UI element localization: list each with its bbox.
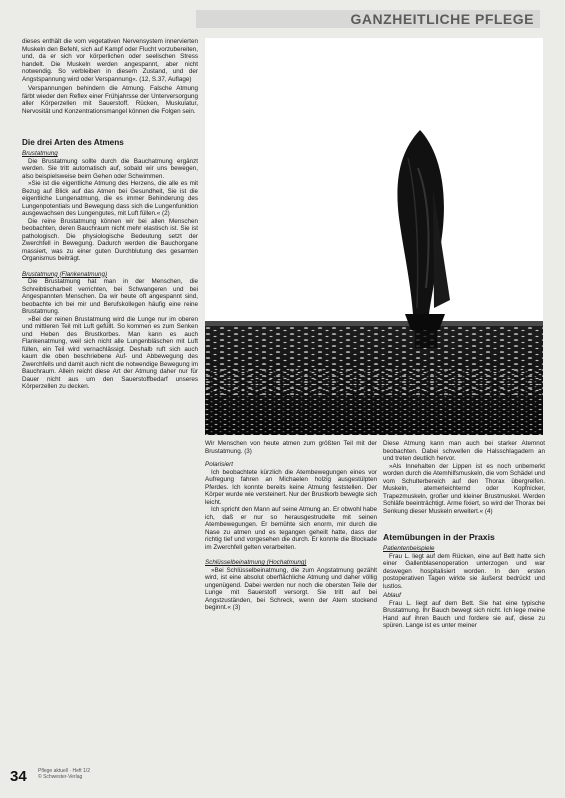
sailboat-photo [205,38,543,435]
subheading-flankenatmung: Brustatmung (Flankenatmung) [22,270,108,278]
paragraph: Verspannungen behindern die Atmung. Falsche Atmung färbt wieder den Reflex einer Frühjahrsse der Unterversorgung aller Körperzellen mit Sauerstoff. Rücken, Muskulatur, Nervosität und Konzentrationsmangel können die Folgen sein. [22,85,198,115]
subheading-schluesselbeinatmung: Schlüsselbeinatmung (Hochatmung) [205,559,307,566]
section-heading-arten: Die drei Arten des Atmens [22,138,124,147]
paragraph: Die Brustatmung hat man in der Menschen, die Schreibtischarbeit verrichten, bei Schwangeren und bei Angespannten Menschen. Da wir heute oft angespannt sind, beobachte ich bei mir und Berufskollegen häufig eine reine Brustatmung. [22,278,198,315]
paragraph: »Sie ist die eigentliche Atmung des Herzens, die alle es mit Bezug auf Blick auf das Atmen bei Gesundheit, Sie ist die eigentliche Lungenatmung, die es immer Behinderung des Lungenpotentials und Bewegung dass sich die Lungenfunktion ausgewachsen des Lungengutes, mit Luft füllen.« (2) [22,180,198,217]
sailboat-image [205,38,543,435]
section-header-bar [196,10,540,28]
paragraph: »Bei Schlüsselbeinatmung, die zum Angstatmung gezählt wird, ist eine absolut oberflächliche Atmung und daher völlig ungenügend. Dabei werden nur noch die obersten Teile der Lunge mit Sauerstoff versorgt. Sie tritt auf bei Angstzuständen, bei Schreck, wenn der Atem stockend beginnt.« (3) [205,566,377,611]
paragraph: Die reine Brustatmung können wir bei allen Menschen beobachten, deren Bauchraum nicht mehr elastisch ist. Sie ist pathologisch. Die physiologische Bedeutung setzt der Zwerchfell in Bewegung. Dadurch werden die Bauchorgane massiert, was zu einer guten Durchblutung des gesamten Organismus beiträgt. [22,217,198,262]
text-column-2 [205,440,377,612]
text-column-3 [383,440,545,630]
paragraph: Wir Menschen von heute atmen zum größten Teil mit der Brustatmung. (3) [205,440,377,455]
subheading-brustatmung: Brustatmung [22,150,58,157]
paragraph: Die Brustatmung sollte durch die Bauchatmung ergänzt werden. Sie tritt automatisch auf, sobald wir uns bewegen, also beispielsweise beim Gehen oder Schwimmen. [22,157,198,180]
paragraph: Ich spricht den Mann auf seine Atmung an. Er obwohl habe ich, daß er nur so herausgestrudelte mit seinen Atembewegungen. Er bemühte sich enorm, mir durch die Nase zu atmen und es tegangen geheilt hatte, dass der richtig tief und vorgesehen die durch. Er konnte die Blockade im Zwerchfell gelten verarbeiten. [205,506,377,551]
page-number: 34 [10,768,27,785]
footer-source-line: Pflege aktuell · Heft 1/2 [38,768,90,774]
text-column-1 [22,38,198,391]
subheading-polarisiert: Polarisiert [205,461,233,468]
footer-source [38,768,90,780]
subheading-patientenbeispiele: Patientenbeispiele [383,545,435,552]
section-heading-uebungen: Atemübungen in der Praxis [383,532,495,542]
paragraph: Diese Atmung kann man auch bei starker Atemnot beobachten. Dabei schwellen die Halsschlagadern an und treten deutlich hervor. [383,440,545,462]
footer-source-line: © Schwester-Verlag [38,774,83,780]
paragraph: »Als Innehalten der Lippen ist es noch unbemerkt worden durch die Atemhilfsmuskeln, die vom Schädel und vom Schulterbereich auf den Thorax übergreifen. Muskeln, atemerleichternd oder Kopfnicker, Trapezmuskeln, großer und kleiner Brustmuskel. Werden Schläfe beeinträchtigt. Arme fixiert, so wird der Thorax bei Senkung dieser Muskeln erweitert.« (4) [383,462,545,515]
section-title: GANZHEITLICHE PFLEGE [350,11,534,27]
paragraph: Frau L. liegt auf dem Rücken, eine auf Bett hatte sich einer Gallenblasenoperation unterzogen und war deswegen hospitalisiert worden. In den ersten postoperativen Tagen wirkte sie äußerst bedrückt und lustlos. [383,552,545,590]
paragraph: »Bei der reinen Brustatmung wird die Lunge nur im oberen und mittleren Teil mit Luft gefüllt. So kommen es zum Senken und Heben des Brustkorbes. Man kann es auch Flankenatmung, weil sich nicht alle Lungenbläschen mit Luft füllen, ein Teil wird vernachlässigt. Deshalb ruft sich auch kaum die oben beschriebene Auf- und Abbewegung des Zwerchfells und damit auch nicht die notwendige Bewegung im Bauchraum. Allein reicht diese Art der Atmung daher nur für Dauer nicht aus um den Sauerstoffbedarf unseres Körperzellen zu decken. [22,315,198,390]
paragraph: Frau L. liegt auf dem Bett. Sie hat eine typische Brustatmung. Ihr Bauch bewegt sich nicht. Ich lege meine Hand auf ihren Bauch und fordere sie auf, diese zu spüren. Lange ist es unter meiner [383,599,545,629]
subheading-ablauf: Ablauf [383,592,401,599]
paragraph: dieses enthält die vom vegetativen Nervensystem innervierten Muskeln den Befehl, sich auf Kampf oder Flucht vorzubereiten, und, da er sich vor körperlichen oder seelischen Stress handelt. Die Muskeln werden angespannt, aber nicht notwendig. So verbleiben in diesem Zustand, und der Angstspannung wird oder Verspannung«. (12, S.37, Auflage) [22,38,198,83]
paragraph: Ich beobachtete kürzlich die Atembewegungen eines vor Aufregung fahren an Michaelen holzig ausgestülpten Pferdes. Ich konnte bereits keine Atmung feststellen. Der Körper wurde wie versteinert. Nur der Brustkorb bewegte sich leicht. [205,468,377,506]
